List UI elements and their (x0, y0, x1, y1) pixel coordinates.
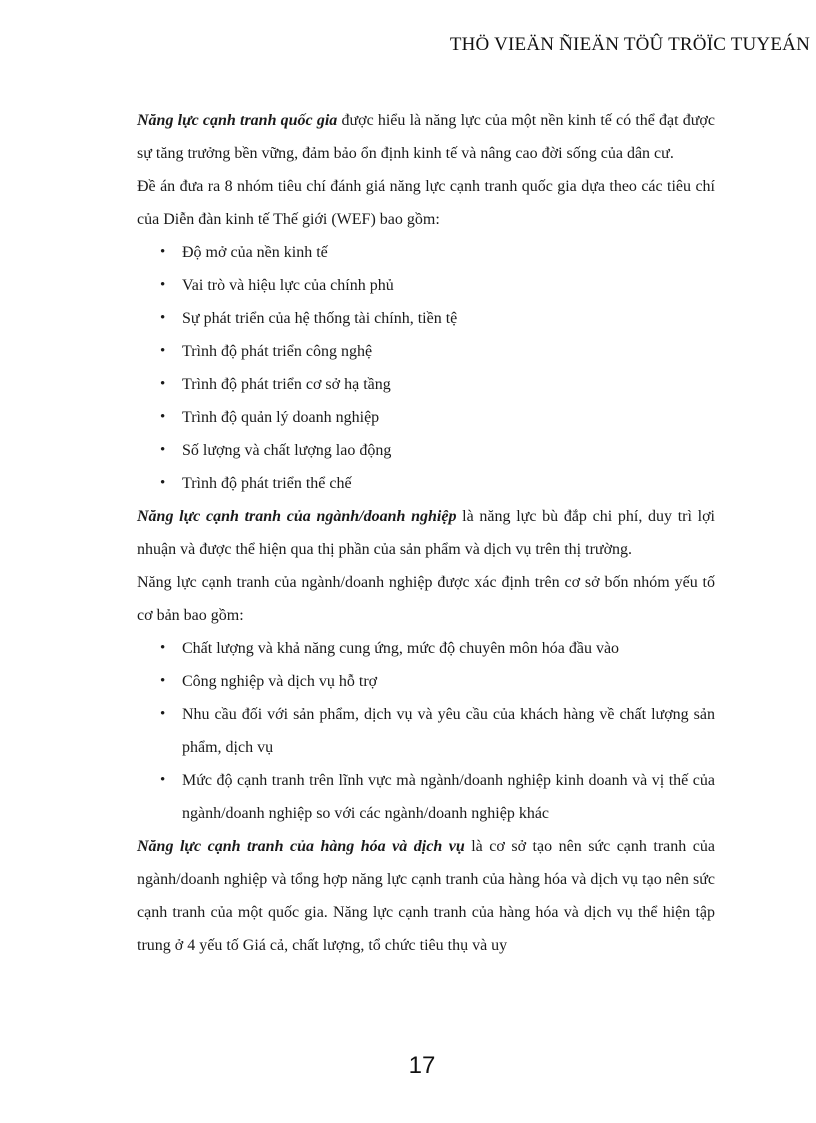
bullet-icon: • (160, 277, 166, 293)
list-item: • Nhu cầu đối với sản phẩm, dịch vụ và yêu cầu của khách hàng về chất lượng sản phẩm, dịch vụ (137, 698, 715, 764)
national-criteria-list (137, 236, 715, 500)
paragraph-text: được hiểu là năng lực của một nền kinh tế có thể đạt được sự tăng trưởng bền vững, đảm bảo ổn định kinh tế và nâng cao đời sống của dân cư. (137, 112, 715, 162)
paragraph-industry-competitiveness (137, 500, 715, 566)
bullet-icon: • (160, 640, 166, 656)
industry-factors-list (137, 632, 715, 830)
list-item: • Chất lượng và khả năng cung ứng, mức độ chuyên môn hóa đầu vào (137, 632, 715, 665)
list-item: • Mức độ cạnh tranh trên lĩnh vực mà ngành/doanh nghiệp kinh doanh và vị thế của ngành/doanh nghiệp so với các ngành/doanh nghiệp khác (137, 764, 715, 830)
list-item: • Số lượng và chất lượng lao động (137, 434, 715, 467)
bullet-icon: • (160, 343, 166, 359)
bullet-icon: • (160, 409, 166, 425)
paragraph-criteria-intro (137, 170, 715, 236)
paragraph-text: Đề án đưa ra 8 nhóm tiêu chí đánh giá năng lực cạnh tranh quốc gia dựa theo các tiêu chí của Diễn đàn kinh tế Thế giới (WEF) bao gồm: (137, 178, 715, 228)
bullet-icon: • (160, 442, 166, 458)
paragraph-goods-services-competitiveness (137, 830, 715, 962)
list-item: • Trình độ phát triển công nghệ (137, 335, 715, 368)
bullet-icon: • (160, 475, 166, 491)
page-number: 17 (408, 1052, 436, 1079)
bullet-icon: • (160, 673, 166, 689)
bullet-icon: • (160, 772, 166, 788)
term-goods-services-competitiveness: Năng lực cạnh tranh của hàng hóa và dịch vụ (137, 838, 465, 855)
list-item: • Sự phát triển của hệ thống tài chính, tiền tệ (137, 302, 715, 335)
term-industry-competitiveness: Năng lực cạnh tranh của ngành/doanh nghiệp (137, 508, 457, 525)
bullet-icon: • (160, 376, 166, 392)
list-item: • Vai trò và hiệu lực của chính phủ (137, 269, 715, 302)
bullet-icon: • (160, 310, 166, 326)
list-item: • Trình độ phát triển thể chế (137, 467, 715, 500)
list-item: • Độ mở của nền kinh tế (137, 236, 715, 269)
list-item: • Trình độ phát triển cơ sở hạ tầng (137, 368, 715, 401)
list-item: • Trình độ quản lý doanh nghiệp (137, 401, 715, 434)
bullet-icon: • (160, 706, 166, 722)
bullet-icon: • (160, 244, 166, 260)
running-header: THÖ VIEÄN ÑIEÄN TÖÛ TRÖÏC TUYEÁN (449, 34, 810, 55)
list-item: • Công nghiệp và dịch vụ hỗ trợ (137, 665, 715, 698)
paragraph-text: là cơ sở tạo nên sức cạnh tranh của ngành/doanh nghiệp và tổng hợp năng lực cạnh tranh của hàng hóa và dịch vụ tạo nên sức cạnh tranh của một quốc gia. Năng lực cạnh tranh của hàng hóa và dịch vụ thể hiện tập trung ở 4 yếu tố Giá cả, chất lượng, tổ chức tiêu thụ và uy (137, 838, 715, 954)
paragraph-text: Năng lực cạnh tranh của ngành/doanh nghiệp được xác định trên cơ sở bốn nhóm yếu tố cơ bản bao gồm: (137, 574, 715, 624)
paragraph-text: là năng lực bù đắp chi phí, duy trì lợi nhuận và được thể hiện qua thị phần của sản phẩm và dịch vụ trên thị trường. (137, 508, 716, 558)
paragraph-industry-factors-intro (137, 566, 715, 632)
paragraph-national-competitiveness (137, 104, 715, 170)
term-national-competitiveness: Năng lực cạnh tranh quốc gia (137, 112, 338, 129)
document-body (137, 104, 715, 962)
